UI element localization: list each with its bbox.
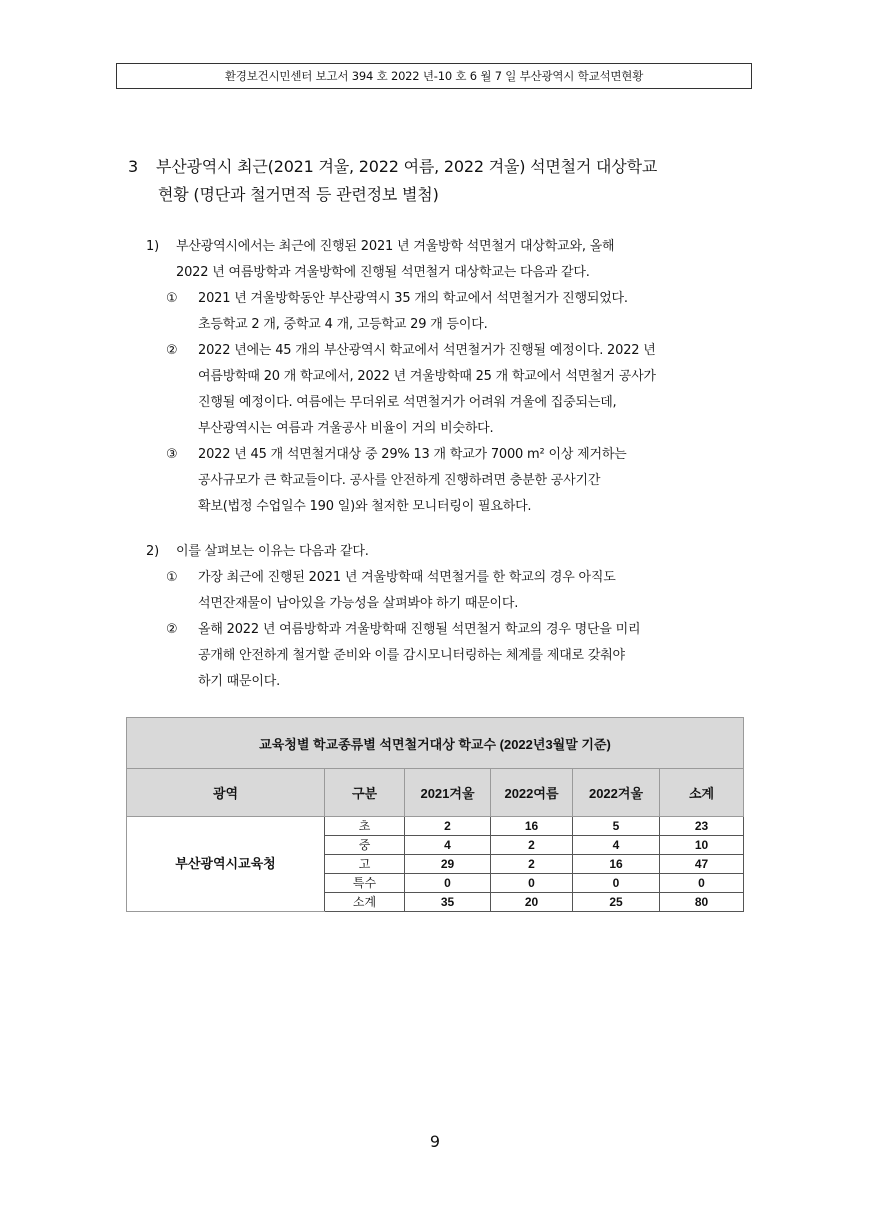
item-marker: ③ <box>166 447 178 462</box>
page-number: 9 <box>429 1132 441 1151</box>
asbestos-school-table <box>126 717 744 912</box>
table-cell: 0 <box>573 874 660 893</box>
table-cell: 2 <box>491 855 573 874</box>
column-header: 구분 <box>325 769 405 817</box>
table-row <box>127 817 744 836</box>
subsection-number: 2) <box>146 544 159 559</box>
section-heading <box>128 153 768 209</box>
column-header: 2022여름 <box>491 769 573 817</box>
table-cell: 35 <box>405 893 491 912</box>
table-cell: 10 <box>660 836 744 855</box>
item-line: 공사규모가 큰 학교들이다. 공사를 안전하게 진행하려면 충분한 공사기간 <box>198 473 601 488</box>
subsection-line: 2022 년 여름방학과 겨울방학에 진행될 석면철거 대상학교는 다음과 같다. <box>176 265 590 280</box>
table-cell: 25 <box>573 893 660 912</box>
item-line: 2022 년에는 45 개의 부산광역시 학교에서 석면철거가 진행될 예정이다. 2022 년 <box>198 343 656 358</box>
subsection-line: 이를 살펴보는 이유는 다음과 같다. <box>176 544 369 559</box>
school-type-cell: 소계 <box>325 893 405 912</box>
table-cell: 5 <box>573 817 660 836</box>
school-type-cell: 고 <box>325 855 405 874</box>
school-type-cell: 특수 <box>325 874 405 893</box>
item-line: 2022 년 45 개 석면철거대상 중 29% 13 개 학교가 7000 m² 이상 제거하는 <box>198 447 627 462</box>
section-title-line-1: 부산광역시 최근(2021 겨울, 2022 여름, 2022 겨울) 석면철거 대상학교 <box>156 157 658 176</box>
table-cell: 16 <box>491 817 573 836</box>
item-line: 2021 년 겨울방학동안 부산광역시 35 개의 학교에서 석면철거가 진행되었다. <box>198 291 628 306</box>
column-header: 2021겨울 <box>405 769 491 817</box>
table-cell: 16 <box>573 855 660 874</box>
table-cell: 0 <box>405 874 491 893</box>
item-line: 가장 최근에 진행된 2021 년 겨울방학때 석면철거를 한 학교의 경우 아직도 <box>198 570 616 585</box>
item-marker: ② <box>166 622 178 637</box>
item-line: 부산광역시는 여름과 겨울공사 비율이 거의 비슷하다. <box>198 421 494 436</box>
column-header: 소계 <box>660 769 744 817</box>
subsection-2 <box>146 539 756 695</box>
item-line: 석면잔재물이 남아있을 가능성을 살펴봐야 하기 때문이다. <box>198 596 519 611</box>
list-item <box>146 338 756 442</box>
school-type-cell: 중 <box>325 836 405 855</box>
subsection-number: 1) <box>146 239 159 254</box>
list-item <box>146 442 756 520</box>
item-line: 공개해 안전하게 철거할 준비와 이를 감시모니터링하는 체계를 제대로 갖춰야 <box>198 648 625 663</box>
table-cell: 29 <box>405 855 491 874</box>
section-number: 3 <box>128 157 138 176</box>
table-cell: 47 <box>660 855 744 874</box>
section-title-line-2: 현황 (명단과 철거면적 등 관련정보 별첨) <box>158 185 439 204</box>
item-marker: ① <box>166 570 178 585</box>
table-cell: 4 <box>405 836 491 855</box>
column-header: 광역 <box>127 769 325 817</box>
item-line: 올해 2022 년 여름방학과 겨울방학때 진행될 석면철거 학교의 경우 명단을 미리 <box>198 622 641 637</box>
region-cell: 부산광역시교육청 <box>127 817 325 912</box>
table-cell: 20 <box>491 893 573 912</box>
subsection-1 <box>146 234 756 520</box>
table-cell: 0 <box>491 874 573 893</box>
table-cell: 4 <box>573 836 660 855</box>
table-cell: 80 <box>660 893 744 912</box>
table-title: 교육청별 학교종류별 석면철거대상 학교수 (2022년3월말 기준) <box>127 718 744 769</box>
table-cell: 2 <box>491 836 573 855</box>
list-item <box>146 617 756 695</box>
table-cell: 23 <box>660 817 744 836</box>
item-line: 여름방학때 20 개 학교에서, 2022 년 겨울방학때 25 개 학교에서 석면철거 공사가 <box>198 369 656 384</box>
item-marker: ① <box>166 291 178 306</box>
item-marker: ② <box>166 343 178 358</box>
item-line: 하기 때문이다. <box>198 674 281 689</box>
list-item <box>146 565 756 617</box>
school-type-cell: 초 <box>325 817 405 836</box>
table-cell: 0 <box>660 874 744 893</box>
item-line: 진행될 예정이다. 여름에는 무더위로 석면철거가 어려워 겨울에 집중되는데, <box>198 395 617 410</box>
table-cell: 2 <box>405 817 491 836</box>
subsection-line: 부산광역시에서는 최근에 진행된 2021 년 겨울방학 석면철거 대상학교와, 올해 <box>176 239 615 254</box>
report-header: 환경보건시민센터 보고서 394 호 2022 년-10 호 6 월 7 일 부산광역시 학교석면현황 <box>116 63 752 89</box>
item-line: 초등학교 2 개, 중학교 4 개, 고등학교 29 개 등이다. <box>198 317 488 332</box>
list-item <box>146 286 756 338</box>
item-line: 확보(법정 수업일수 190 일)와 철저한 모니터링이 필요하다. <box>198 499 532 514</box>
column-header: 2022겨울 <box>573 769 660 817</box>
